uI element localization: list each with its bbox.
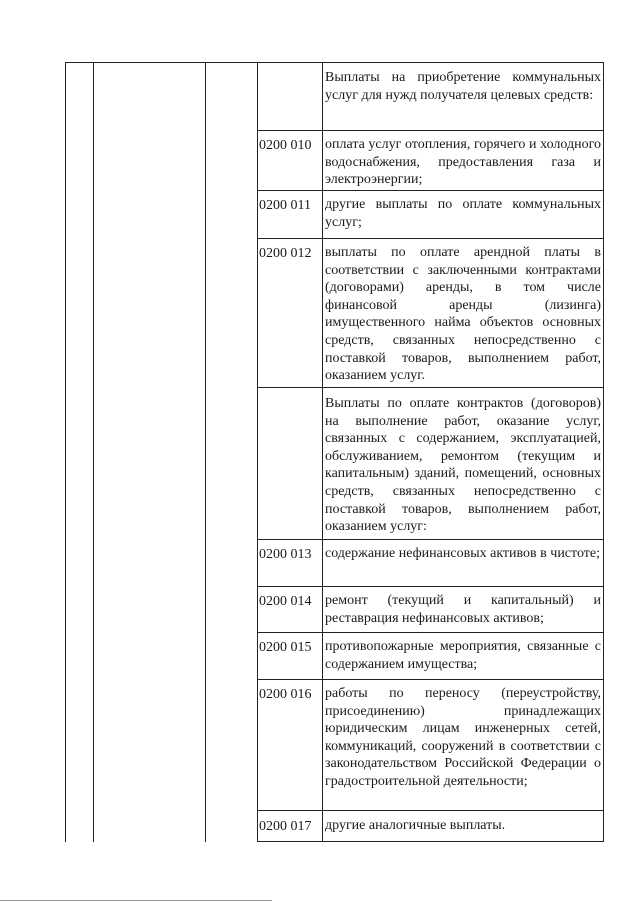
row-text: оплата услуг отопления, горячего и холодного водоснабжения, предоставления газа и электроэнергии; bbox=[325, 137, 601, 188]
row-text: выплаты по оплате арендной платы в соответствии с заключенными контрактами (договорами) аренды, в том числе финансовой аренды (лизинга) имущественного найма объектов основных средств, связанных непосредственно с поставкой товаров, выполнением работ, оказанием услуг. bbox=[325, 245, 601, 384]
row-text: противопожарные мероприятия, связанные с содержанием имущества; bbox=[325, 639, 601, 672]
row-divider bbox=[257, 586, 604, 587]
row-code: 0200 010 bbox=[259, 138, 312, 153]
row-text: Выплаты на приобретение коммунальных услуг для нужд получателя целевых средств: bbox=[325, 70, 601, 103]
row-code: 0200 013 bbox=[259, 547, 312, 562]
row-text: Выплаты по оплате контрактов (договоров) на выполнение работ, оказание услуг, связанных с содержанием, эксплуатацией, обслуживанием, ремонтом (текущим и капитальным) зданий, помещений, основных средств, связанных непосредственно с поставкой товаров, выполнением работ, оказанием услуг: bbox=[325, 396, 601, 535]
row-code: 0200 017 bbox=[259, 819, 312, 834]
column-divider bbox=[257, 62, 258, 842]
row-divider bbox=[257, 679, 604, 680]
row-text: другие аналогичные выплаты. bbox=[325, 818, 506, 833]
row-text: работы по переносу (переустройству, присоединению) принадлежащих юридическим лицам инженерных сетей, коммуникаций, сооружений в соответствии с законодательством Российской Федерации о градостроительной деятельности; bbox=[325, 686, 601, 789]
row-divider bbox=[257, 238, 604, 239]
column-divider bbox=[93, 62, 94, 842]
row-divider bbox=[257, 841, 604, 842]
row-text: другие выплаты по оплате коммунальных услуг; bbox=[325, 197, 601, 230]
footer-rule bbox=[0, 900, 272, 901]
row-text: ремонт (текущий и капитальный) и реставрация нефинансовых активов; bbox=[325, 593, 601, 626]
row-divider bbox=[257, 539, 604, 540]
row-code: 0200 015 bbox=[259, 640, 312, 655]
row-divider bbox=[257, 810, 604, 811]
row-text: содержание нефинансовых активов в чистоте; bbox=[325, 546, 600, 561]
row-code: 0200 011 bbox=[259, 198, 311, 213]
row-divider bbox=[257, 130, 604, 131]
row-divider bbox=[257, 387, 604, 388]
column-divider bbox=[205, 62, 206, 842]
table-top-border bbox=[65, 62, 604, 63]
row-code: 0200 016 bbox=[259, 687, 312, 702]
row-code: 0200 014 bbox=[259, 594, 312, 609]
row-divider bbox=[257, 632, 604, 633]
row-code: 0200 012 bbox=[259, 246, 312, 261]
column-divider bbox=[322, 62, 323, 842]
column-divider bbox=[603, 62, 604, 842]
row-divider bbox=[257, 190, 604, 191]
column-divider bbox=[65, 62, 66, 842]
